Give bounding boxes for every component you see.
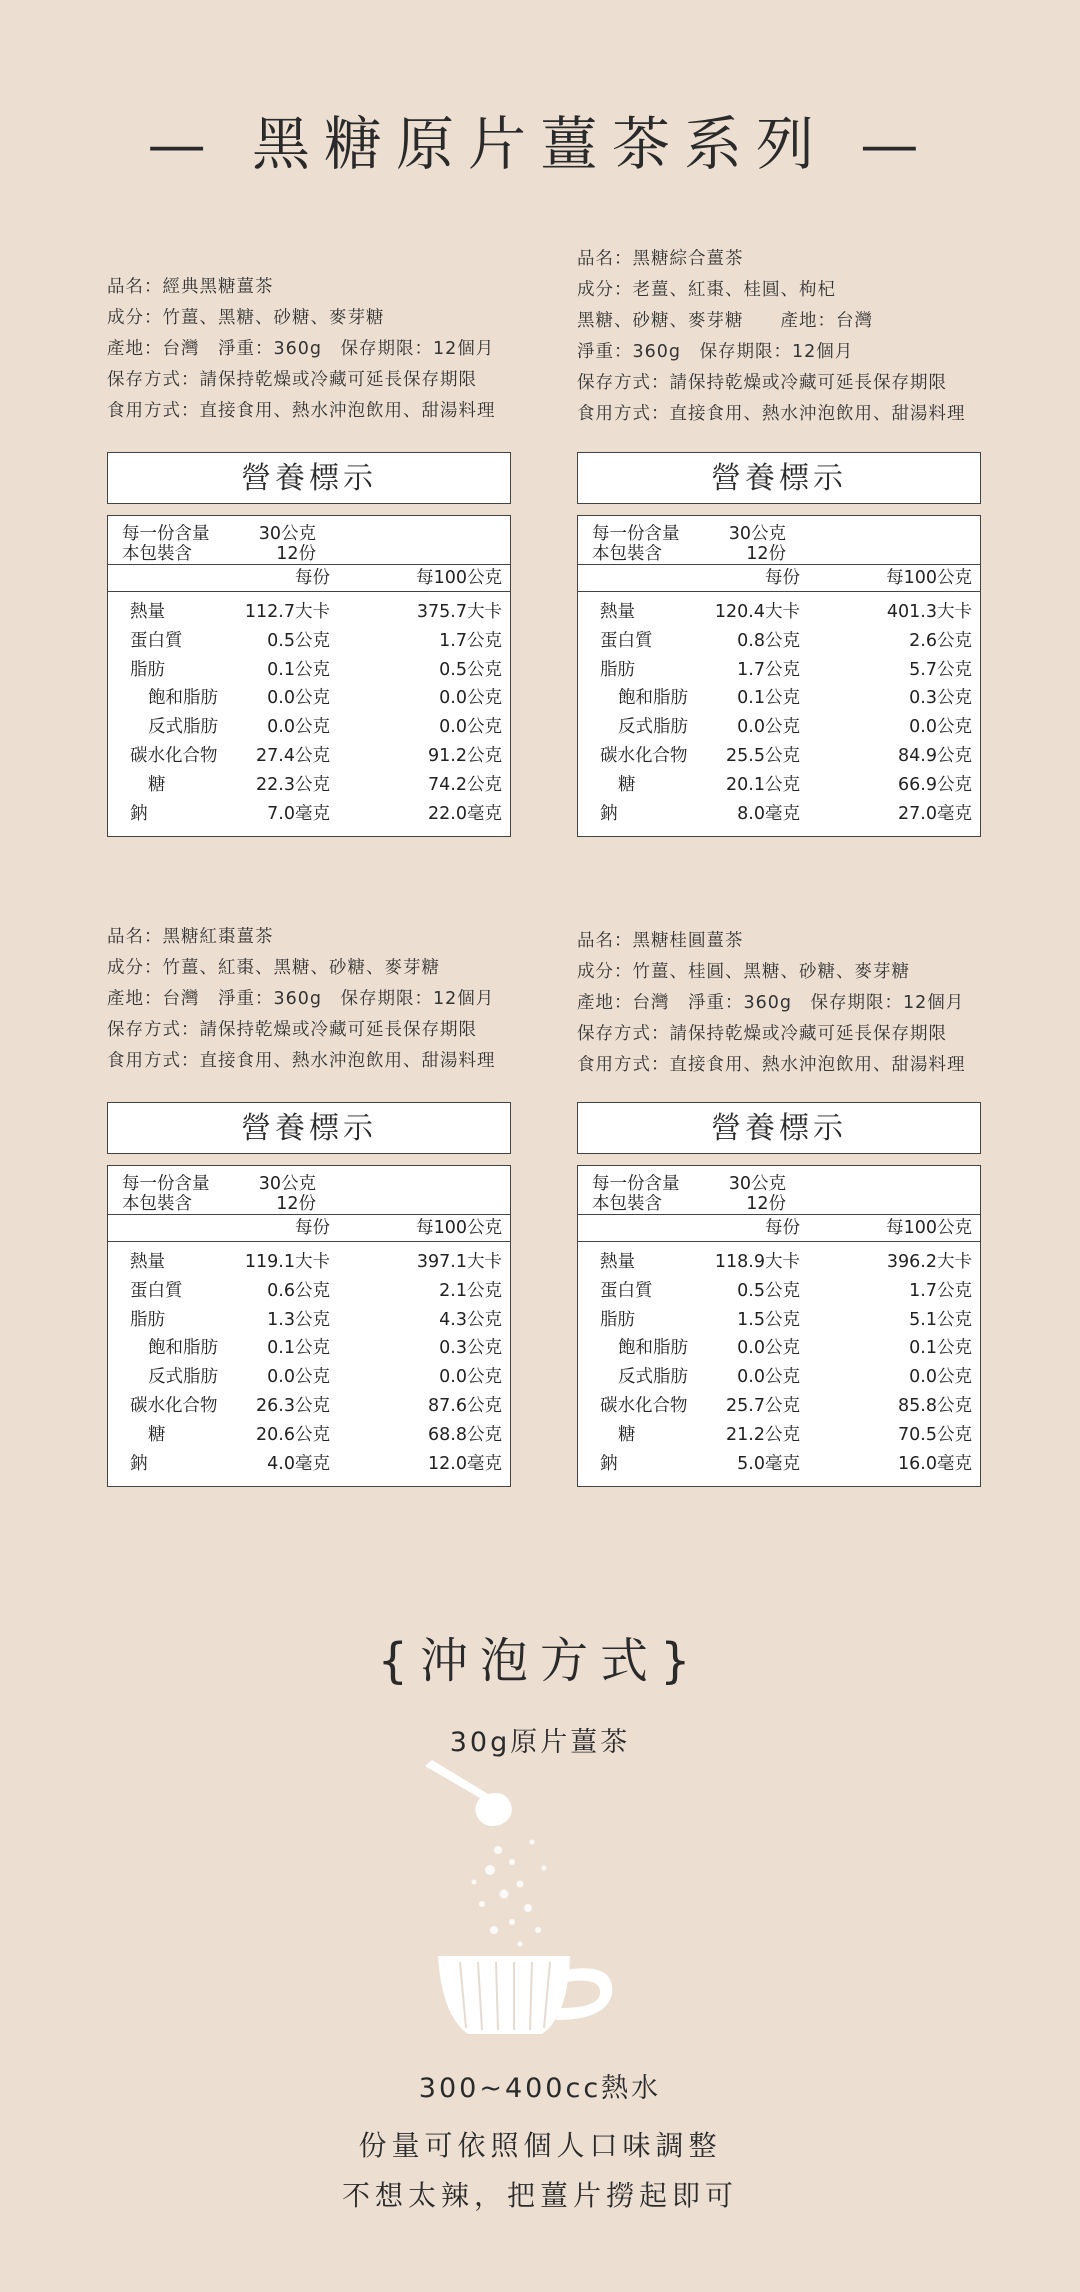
brewing-water: 300~400cc熱水 — [418, 2073, 662, 2104]
per-serving-value: 25.7公克 — [726, 1395, 800, 1416]
table-row — [578, 742, 980, 771]
serving-label: 每一份含量 — [122, 1174, 210, 1194]
per-100g-value: 74.2公克 — [428, 774, 502, 795]
per-100g-value: 85.8公克 — [898, 1395, 972, 1416]
table-row — [108, 627, 510, 656]
per-serving-value: 0.1公克 — [737, 688, 800, 709]
product-info-line: 食用方式：直接食用、熱水沖泡飲用、甜湯料理 — [107, 1051, 496, 1071]
table-row — [578, 1277, 980, 1306]
table-row — [578, 1421, 980, 1450]
product-info — [577, 244, 966, 430]
per-serving-value: 0.0公克 — [737, 1367, 800, 1388]
product-info-line: 產地：台灣 淨重：360g 保存期限：12個月 — [577, 993, 965, 1013]
per-100g-value: 70.5公克 — [898, 1424, 972, 1445]
nutrition-table — [577, 1165, 981, 1487]
nutrient-name: 飽和脂肪 — [148, 688, 218, 709]
nutrient-name: 碳水化合物 — [130, 745, 218, 766]
nutrient-name: 蛋白質 — [600, 630, 653, 651]
per-100g-value: 397.1大卡 — [416, 1252, 502, 1272]
nutrient-name: 熱量 — [600, 602, 635, 622]
nutrient-name: 熱量 — [600, 1252, 635, 1272]
nutrient-name: 鈉 — [130, 803, 148, 824]
serving-value: 30公克 — [728, 524, 786, 544]
table-row — [108, 742, 510, 771]
per-100g-value: 16.0毫克 — [898, 1453, 972, 1474]
product-info-line: 品名：黑糖綜合薑茶 — [577, 249, 744, 269]
per-100g-value: 1.7公克 — [909, 1280, 972, 1301]
column-per-serving: 每份 — [765, 568, 800, 588]
per-100g-value: 0.0公克 — [909, 717, 972, 738]
nutrient-name: 熱量 — [130, 1252, 165, 1272]
nutrient-name: 反式脂肪 — [618, 1367, 688, 1388]
per-serving-value: 0.0公克 — [737, 717, 800, 738]
per-serving-value: 27.4公克 — [256, 745, 330, 766]
per-serving-value: 0.8公克 — [737, 630, 800, 651]
product-info-line: 成分：竹薑、黑糖、砂糖、麥芽糖 — [107, 308, 385, 328]
per-100g-value: 68.8公克 — [428, 1424, 502, 1445]
table-row — [108, 1421, 510, 1450]
product-info-line: 成分：竹薑、紅棗、黑糖、砂糖、麥芽糖 — [107, 958, 440, 978]
per-serving-value: 120.4大卡 — [714, 602, 800, 622]
per-100g-value: 396.2大卡 — [886, 1252, 972, 1272]
per-100g-value: 27.0毫克 — [898, 803, 972, 824]
table-row — [578, 771, 980, 800]
per-serving-value: 0.0公克 — [267, 1367, 330, 1388]
table-row — [578, 1248, 980, 1277]
per-serving-value: 0.6公克 — [267, 1280, 330, 1301]
per-serving-value: 1.3公克 — [267, 1309, 330, 1330]
serving-value: 30公克 — [258, 1174, 316, 1194]
nutrition-column-headers — [108, 565, 510, 592]
nutrition-label-title: 營養標示 — [577, 452, 981, 504]
serving-value: 30公克 — [728, 1174, 786, 1194]
nutrient-name: 脂肪 — [130, 659, 165, 680]
per-serving-value: 7.0毫克 — [267, 803, 330, 824]
nutrient-name: 糖 — [618, 1424, 636, 1445]
serving-value: 30公克 — [258, 524, 316, 544]
per-100g-value: 4.3公克 — [439, 1309, 502, 1330]
per-serving-value: 0.1公克 — [267, 659, 330, 680]
per-100g-value: 91.2公克 — [428, 745, 502, 766]
brewing-title: {沖泡方式} — [377, 1633, 703, 1689]
nutrient-name: 碳水化合物 — [130, 1395, 218, 1416]
nutrient-name: 糖 — [148, 1424, 166, 1445]
per-serving-value: 25.5公克 — [726, 745, 800, 766]
per-100g-value: 401.3大卡 — [886, 602, 972, 622]
pack-value: 12份 — [746, 544, 786, 564]
nutrient-name: 反式脂肪 — [148, 1367, 218, 1388]
per-serving-value: 0.0公克 — [267, 717, 330, 738]
column-per-100g: 每100公克 — [416, 568, 502, 588]
pack-label: 本包裝含 — [592, 544, 662, 564]
table-row — [108, 1306, 510, 1335]
nutrient-name: 反式脂肪 — [618, 717, 688, 738]
per-100g-value: 0.5公克 — [439, 659, 502, 680]
nutrition-label-title: 營養標示 — [577, 1102, 981, 1154]
product-info-line: 黑糖、砂糖、麥芽糖 產地：台灣 — [577, 311, 873, 331]
column-per-serving: 每份 — [295, 1218, 330, 1238]
per-serving-value: 4.0毫克 — [267, 1453, 330, 1474]
per-100g-value: 66.9公克 — [898, 774, 972, 795]
table-row — [108, 1334, 510, 1363]
per-100g-value: 0.0公克 — [439, 1367, 502, 1388]
pack-label: 本包裝含 — [122, 544, 192, 564]
column-per-100g: 每100公克 — [416, 1218, 502, 1238]
per-100g-value: 0.3公克 — [439, 1338, 502, 1359]
product-info-line: 產地：台灣 淨重：360g 保存期限：12個月 — [107, 339, 495, 359]
table-row — [108, 713, 510, 742]
per-serving-value: 0.0公克 — [737, 1338, 800, 1359]
product-info-line: 成分：竹薑、桂圓、黑糖、砂糖、麥芽糖 — [577, 962, 910, 982]
table-row — [108, 684, 510, 713]
table-row — [578, 684, 980, 713]
product-info-line: 食用方式：直接食用、熱水沖泡飲用、甜湯料理 — [577, 404, 966, 424]
table-row — [108, 656, 510, 685]
nutrition-table-head — [108, 516, 510, 565]
per-serving-value: 1.5公克 — [737, 1309, 800, 1330]
pack-label: 本包裝含 — [592, 1194, 662, 1214]
table-row — [108, 1277, 510, 1306]
per-100g-value: 1.7公克 — [439, 630, 502, 651]
page-title: — 黑糖原片薑茶系列 — — [147, 109, 933, 178]
product-info-line: 保存方式：請保持乾燥或冷藏可延長保存期限 — [107, 370, 477, 390]
per-100g-value: 0.0公克 — [439, 688, 502, 709]
table-row — [578, 1306, 980, 1335]
nutrient-name: 碳水化合物 — [600, 1395, 688, 1416]
product-info — [577, 926, 966, 1081]
per-100g-value: 0.0公克 — [439, 717, 502, 738]
nutrition-label-title: 營養標示 — [107, 452, 511, 504]
table-row — [578, 1334, 980, 1363]
nutrient-name: 脂肪 — [130, 1309, 165, 1330]
per-100g-value: 12.0毫克 — [428, 1453, 502, 1474]
nutrition-table-head — [578, 1166, 980, 1215]
per-100g-value: 0.1公克 — [909, 1338, 972, 1359]
per-100g-value: 0.3公克 — [909, 688, 972, 709]
table-row — [108, 800, 510, 829]
product-info-line: 品名：經典黑糖薑茶 — [107, 277, 274, 297]
per-100g-value: 22.0毫克 — [428, 803, 502, 824]
serving-label: 每一份含量 — [122, 524, 210, 544]
nutrition-label-title: 營養標示 — [107, 1102, 511, 1154]
product-info-line: 食用方式：直接食用、熱水沖泡飲用、甜湯料理 — [107, 401, 496, 421]
per-100g-value: 2.1公克 — [439, 1280, 502, 1301]
per-serving-value: 0.5公克 — [737, 1280, 800, 1301]
brewing-note-adjust: 份量可依照個人口味調整 — [358, 2129, 722, 2162]
nutrition-table-head — [578, 516, 980, 565]
pack-value: 12份 — [276, 1194, 316, 1214]
product-info-line: 食用方式：直接食用、熱水沖泡飲用、甜湯料理 — [577, 1055, 966, 1075]
per-serving-value: 1.7公克 — [737, 659, 800, 680]
nutrition-column-headers — [108, 1215, 510, 1242]
column-per-serving: 每份 — [765, 1218, 800, 1238]
table-row — [578, 1450, 980, 1479]
product-info-line: 保存方式：請保持乾燥或冷藏可延長保存期限 — [577, 373, 947, 393]
nutrient-name: 鈉 — [600, 803, 618, 824]
table-row — [578, 627, 980, 656]
product-info-line: 保存方式：請保持乾燥或冷藏可延長保存期限 — [107, 1020, 477, 1040]
per-serving-value: 26.3公克 — [256, 1395, 330, 1416]
nutrition-column-headers — [578, 565, 980, 592]
nutrient-name: 脂肪 — [600, 1309, 635, 1330]
column-per-100g: 每100公克 — [886, 1218, 972, 1238]
per-serving-value: 8.0毫克 — [737, 803, 800, 824]
product-info — [107, 272, 496, 427]
nutrient-name: 熱量 — [130, 602, 165, 622]
per-100g-value: 2.6公克 — [909, 630, 972, 651]
table-row — [108, 598, 510, 627]
table-row — [108, 1363, 510, 1392]
product-info — [107, 922, 496, 1077]
nutrient-name: 飽和脂肪 — [618, 1338, 688, 1359]
table-row — [578, 656, 980, 685]
per-serving-value: 0.1公克 — [267, 1338, 330, 1359]
nutrient-name: 脂肪 — [600, 659, 635, 680]
nutrient-name: 飽和脂肪 — [618, 688, 688, 709]
pack-value: 12份 — [746, 1194, 786, 1214]
nutrition-table — [107, 515, 511, 837]
per-100g-value: 5.1公克 — [909, 1309, 972, 1330]
nutrient-name: 糖 — [618, 774, 636, 795]
nutrient-name: 飽和脂肪 — [148, 1338, 218, 1359]
table-row — [578, 1363, 980, 1392]
nutrient-name: 反式脂肪 — [148, 717, 218, 738]
per-serving-value: 0.5公克 — [267, 630, 330, 651]
per-serving-value: 5.0毫克 — [737, 1453, 800, 1474]
brewing-note-remove-slices: 不想太辣，把薑片撈起即可 — [341, 2179, 738, 2212]
serving-label: 每一份含量 — [592, 524, 680, 544]
column-per-serving: 每份 — [295, 568, 330, 588]
column-per-100g: 每100公克 — [886, 568, 972, 588]
product-info-line: 產地：台灣 淨重：360g 保存期限：12個月 — [107, 989, 495, 1009]
nutrition-column-headers — [578, 1215, 980, 1242]
product-info-line: 保存方式：請保持乾燥或冷藏可延長保存期限 — [577, 1024, 947, 1044]
cup-with-spoon-icon — [420, 1758, 660, 2058]
table-row — [108, 1248, 510, 1277]
nutrient-name: 蛋白質 — [600, 1280, 653, 1301]
per-serving-value: 0.0公克 — [267, 688, 330, 709]
table-row — [578, 598, 980, 627]
per-serving-value: 22.3公克 — [256, 774, 330, 795]
nutrition-table — [107, 1165, 511, 1487]
serving-label: 每一份含量 — [592, 1174, 680, 1194]
per-100g-value: 0.0公克 — [909, 1367, 972, 1388]
table-row — [578, 713, 980, 742]
nutrient-name: 碳水化合物 — [600, 745, 688, 766]
per-100g-value: 87.6公克 — [428, 1395, 502, 1416]
nutrition-table — [577, 515, 981, 837]
per-serving-value: 20.6公克 — [256, 1424, 330, 1445]
nutrient-name: 鈉 — [600, 1453, 618, 1474]
brewing-amount: 30g原片薑茶 — [449, 1727, 631, 1758]
product-info-line: 成分：老薑、紅棗、桂圓、枸杞 — [577, 280, 836, 300]
per-serving-value: 112.7大卡 — [244, 602, 330, 622]
per-serving-value: 119.1大卡 — [244, 1252, 330, 1272]
nutrient-name: 鈉 — [130, 1453, 148, 1474]
product-info-line: 品名：黑糖桂圓薑茶 — [577, 931, 744, 951]
nutrient-name: 糖 — [148, 774, 166, 795]
nutrient-name: 蛋白質 — [130, 1280, 183, 1301]
per-serving-value: 118.9大卡 — [714, 1252, 800, 1272]
table-row — [108, 771, 510, 800]
per-100g-value: 375.7大卡 — [416, 602, 502, 622]
pack-label: 本包裝含 — [122, 1194, 192, 1214]
per-100g-value: 5.7公克 — [909, 659, 972, 680]
nutrient-name: 蛋白質 — [130, 630, 183, 651]
per-serving-value: 21.2公克 — [726, 1424, 800, 1445]
per-100g-value: 84.9公克 — [898, 745, 972, 766]
nutrition-table-head — [108, 1166, 510, 1215]
table-row — [108, 1392, 510, 1421]
table-row — [578, 1392, 980, 1421]
product-info-line: 品名：黑糖紅棗薑茶 — [107, 927, 274, 947]
product-info-line: 淨重：360g 保存期限：12個月 — [577, 342, 854, 362]
pack-value: 12份 — [276, 544, 316, 564]
table-row — [578, 800, 980, 829]
per-serving-value: 20.1公克 — [726, 774, 800, 795]
table-row — [108, 1450, 510, 1479]
